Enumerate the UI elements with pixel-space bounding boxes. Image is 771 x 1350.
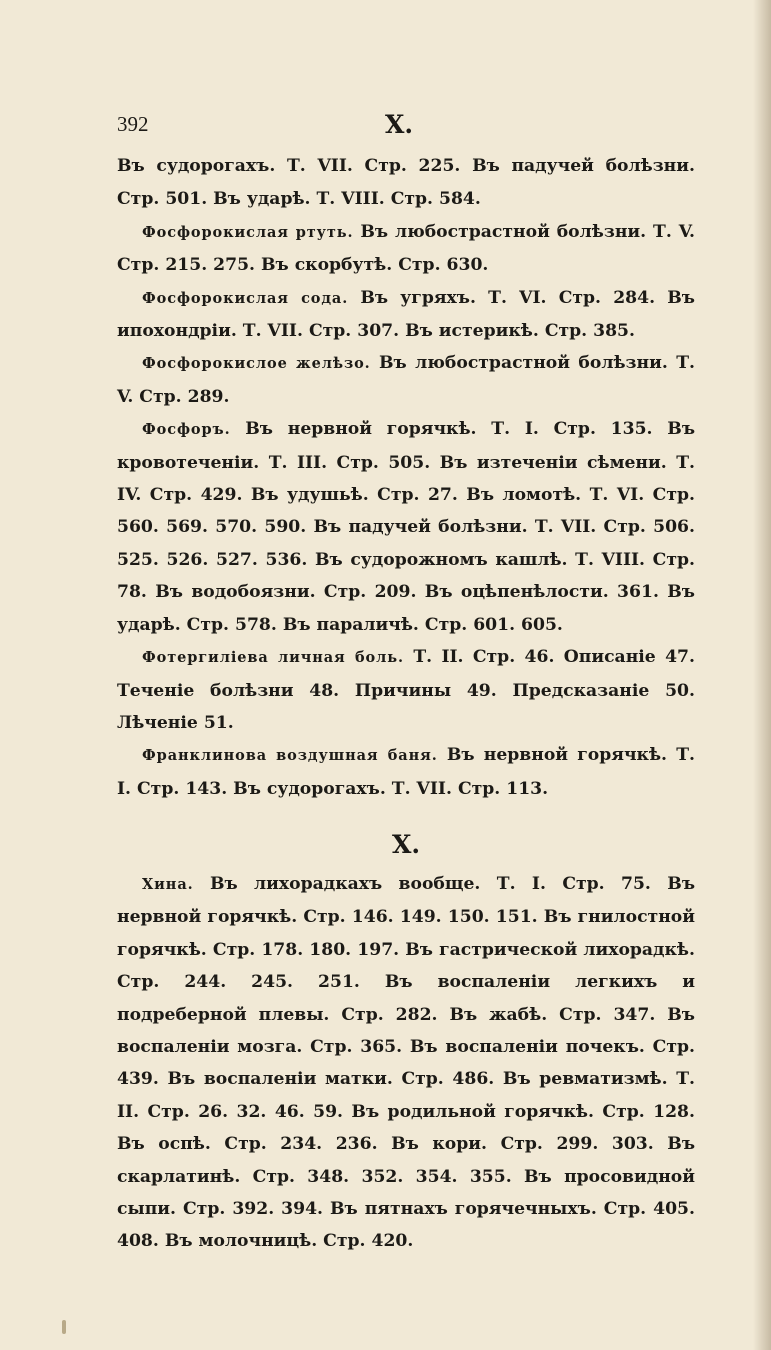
index-entry: [117, 282, 695, 348]
entry-text: Т. II. Стр. 46. Описаніе 47. Теченіе болѣзни 48. Причины 49. Предсказаніе 50. Лѣченіе 51.: [117, 647, 695, 733]
index-entry: [117, 347, 695, 413]
index-entries-before: [117, 150, 695, 805]
page-number: 392: [117, 112, 149, 136]
entry-head: Фосфорокислое желѣзо.: [142, 355, 371, 373]
section-heading: X.: [391, 830, 421, 859]
page-edge-shadow: [753, 0, 771, 1350]
index-entries-after: [117, 868, 695, 1258]
index-entry: [117, 868, 695, 1258]
entry-text: Въ судорогахъ. Т. VII. Стр. 225. Въ падучей болѣзни. Стр. 501. Въ ударѣ. Т. VIII. Стр. 584.: [117, 156, 695, 210]
entry-head: Хина.: [142, 876, 194, 893]
index-entry: [117, 641, 695, 739]
entry-text: Въ лихорадкахъ вообще. Т. I. Стр. 75. Въ нервной горячкѣ. Стр. 146. 149. 150. 151. Въ гнилостной горячкѣ. Стр. 178. 180. 197. Въ гастрической лихорадкѣ. Стр. 244. 245. 251. Въ воспаленіи легкихъ и подреберной плевы. Стр. 282. Въ жабѣ. Стр. 347. Въ воспаленіи мозга. Стр. 365. Въ воспаленіи почекъ. Стр. 439. Въ воспаленіи матки. Стр. 486. Въ ревматизмѣ. Т. II. Стр. 26. 32. 46. 59. Въ родильной горячкѣ. Стр. 128. Въ оспѣ. Стр. 234. 236. Въ кори. Стр. 299. 303. Въ скарлатинѣ. Стр. 348. 352. 354. 355. Въ просовидной сыпи. Стр. 392. 394. Въ пятнахъ горячечныхъ. Стр. 405. 408. Въ молочницѣ. Стр. 420.: [117, 874, 696, 1252]
entry-text: Въ любострастной болѣзни. Т. V. Стр. 215. 275. Въ скорбутѣ. Стр. 630.: [117, 221, 696, 276]
entry-head: Фосфоръ.: [142, 421, 231, 439]
entry-text: Въ любострастной болѣзни. Т. V. Стр. 289.: [117, 353, 695, 407]
index-entry: [117, 413, 695, 641]
running-head-letter: X.: [385, 110, 414, 139]
entry-head: Фосфорокислая сода.: [142, 289, 349, 307]
index-entry: [117, 739, 695, 805]
entry-head: Фосфорокислая ртуть.: [142, 223, 354, 241]
entry-head: Франклинова воздушная баня.: [142, 747, 438, 765]
entry-text: Въ нервной горячкѣ. Т. I. Стр. 143. Въ судорогахъ. Т. VII. Стр. 113.: [117, 745, 696, 799]
entry-head: Фотергиліева личная боль.: [142, 649, 404, 667]
entry-text: Въ угряхъ. Т. VI. Стр. 284. Въ ипохондріи. Т. VII. Стр. 307. Въ истерикѣ. Стр. 385.: [117, 287, 695, 342]
running-head: [117, 112, 695, 146]
paper-stain: [62, 1320, 66, 1334]
index-entry: [117, 216, 695, 282]
index-entry: [117, 150, 695, 216]
entry-text: Въ нервной горячкѣ. Т. I. Стр. 135. Въ кровотеченіи. Т. III. Стр. 505. Въ изтеченіи сѣмени. Т. IV. Стр. 429. Въ удушьѣ. Стр. 27. Въ ломотѣ. Т. VI. Стр. 560. 569. 570. 590. Въ падучей болѣзни. Т. VII. Стр. 506. 525. 526. 527. 536. Въ судорожномъ кашлѣ. Т. VIII. Стр. 78. Въ водобоязни. Стр. 209. Въ оцѣпенѣлости. 361. Въ ударѣ. Стр. 578. Въ параличѣ. Стр. 601. 605.: [117, 419, 696, 635]
